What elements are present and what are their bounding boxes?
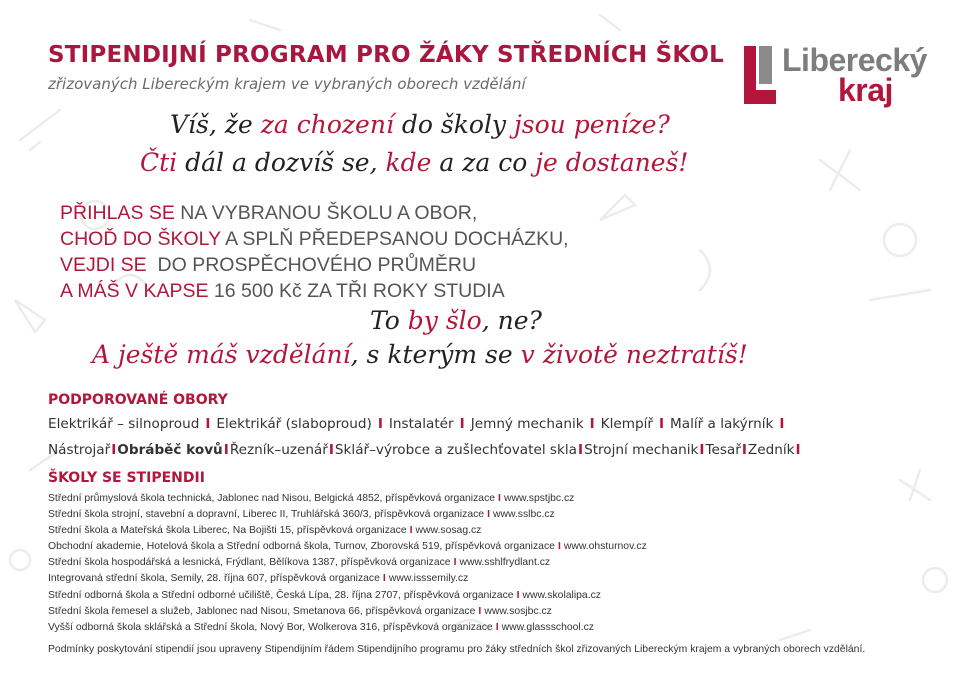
field-item: Instalatér (388, 416, 454, 432)
field-item: Malíř a lakýrník (670, 416, 774, 432)
field-item: Tesař (705, 442, 741, 458)
school-item: Střední škola a Mateřská škola Liberec, Na Bojišti 15, příspěvková organizace I www.sosag.cz (48, 525, 482, 537)
field-item: Elektrikář – silnoproud (48, 416, 200, 432)
logo-mark-icon (742, 44, 778, 106)
schools-heading: ŠKOLY SE STIPENDII (48, 470, 205, 486)
school-item: Střední odborná škola a Střední odborné učiliště, Česká Lípa, 28. října 2707, příspěvková organizace I www.skolalipa.cz (48, 589, 601, 601)
school-website[interactable]: www.ohsturnov.cz (563, 541, 647, 553)
school-website[interactable]: www.sslbc.cz (492, 509, 555, 521)
school-website[interactable]: www.sshlfrydlant.cz (459, 557, 551, 569)
fields-heading: PODPOROVANÉ OBORY (48, 392, 228, 408)
school-item: Střední škola hospodářská a lesnická, Frýdlant, Bělíkova 1387, příspěvková organizace I www.sshlfrydlant.cz (48, 557, 551, 569)
field-item: Klempíř (600, 416, 653, 432)
field-separator: I (589, 416, 595, 432)
slogan-line-3: To by šlo, ne? (370, 306, 542, 335)
field-item: Zedník (747, 442, 795, 458)
field-separator: I (658, 416, 665, 432)
condition-line: CHOĎ DO ŠKOLY A SPLŇ PŘEDEPSANOU DOCHÁZKU, (60, 228, 569, 250)
field-separator: I (328, 442, 334, 458)
school-website[interactable]: www.sosag.cz (415, 525, 482, 537)
condition-line: A MÁŠ V KAPSE 16 500 Kč ZA TŘI ROKY STUDIA (60, 280, 505, 302)
field-separator: I (779, 416, 785, 432)
field-separator: I (223, 442, 229, 458)
liberecky-kraj-logo (742, 40, 927, 112)
slogan-line-1: Víš, že za chození do školy jsou peníze? (170, 110, 670, 139)
logo-text-kraj: kraj (838, 72, 893, 108)
field-separator: I (795, 442, 801, 458)
condition-line: VEJDI SE DO PROSPĚCHOVÉHO PRŮMĚRU (60, 254, 477, 276)
field-item: Řezník–uzenář (229, 442, 328, 458)
school-website[interactable]: www.isssemily.cz (388, 573, 469, 585)
footer-note: Podmínky poskytování stipendií jsou upraveny Stipendijním řádem Stipendijního programu pro žáky středních škol zřizovaných Libereckým krajem a vybraných oborech vzdělání. (48, 644, 866, 655)
schools-list (48, 491, 647, 636)
field-item: Nástrojař (48, 442, 111, 458)
field-separator: I (741, 442, 747, 458)
field-separator: I (699, 442, 705, 458)
page-title: STIPENDIJNÍ PROGRAM PRO ŽÁKY STŘEDNÍCH ŠKOL (48, 42, 725, 68)
page-subtitle: zřizovaných Libereckým krajem ve vybraných oborech vzdělání (48, 75, 526, 93)
field-item: Sklář–výrobce a zušlechťovatel skla (334, 442, 577, 458)
school-item: Vyšší odborná škola sklářská a Střední škola, Nový Bor, Wolkerova 316, příspěvková organizace I www.glassschool.cz (48, 621, 595, 633)
fields-line-2 (48, 442, 802, 458)
field-separator: I (377, 416, 383, 432)
conditions-block (60, 200, 569, 304)
field-item: Elektrikář (slaboproud) (216, 416, 372, 432)
school-website[interactable]: www.spstjbc.cz (503, 493, 575, 504)
school-item: Střední škola strojní, stavební a dopravní, Liberec II, Truhlářská 360/3, příspěvková organizace I www.sslbc.cz (48, 509, 555, 521)
field-separator: I (578, 442, 584, 458)
slogan-line-4: A ještě máš vzdělání, s kterým se v životě neztratíš! (92, 340, 748, 369)
school-website[interactable]: www.sosjbc.cz (484, 605, 552, 617)
field-item: Jemný mechanik (470, 416, 584, 432)
field-separator: I (205, 416, 211, 432)
slogan-line-2: Čti dál a dozvíš se, kde a za co je dostaneš! (140, 148, 689, 177)
field-separator: I (459, 416, 465, 432)
logo-text-liberecky: Liberecký (782, 42, 927, 78)
school-item: Obchodní akademie, Hotelová škola a Střední odborná škola, Turnov, Zborovská 519, příspěvková organizace I www.ohsturnov.cz (48, 541, 647, 553)
field-item-highlight: Obráběč kovů (117, 442, 223, 458)
school-item: Integrovaná střední škola, Semily, 28. října 607, příspěvková organizace I www.isssemily.cz (48, 573, 469, 585)
school-website[interactable]: www.glassschool.cz (501, 621, 595, 633)
condition-line: PŘIHLAS SE NA VYBRANOU ŠKOLU A OBOR, (60, 202, 478, 224)
field-separator: I (111, 442, 117, 458)
school-item: Střední průmyslová škola technická, Jablonec nad Nisou, Belgická 4852, příspěvková organizace I www.spstjbc.cz (48, 493, 575, 504)
school-item: Střední škola řemesel a služeb, Jablonec nad Nisou, Smetanova 66, příspěvková organizace I www.sosjbc.cz (48, 605, 552, 617)
school-website[interactable]: www.skolalipa.cz (522, 589, 601, 601)
fields-line-1 (48, 416, 790, 432)
field-item: Strojní mechanik (584, 442, 699, 458)
